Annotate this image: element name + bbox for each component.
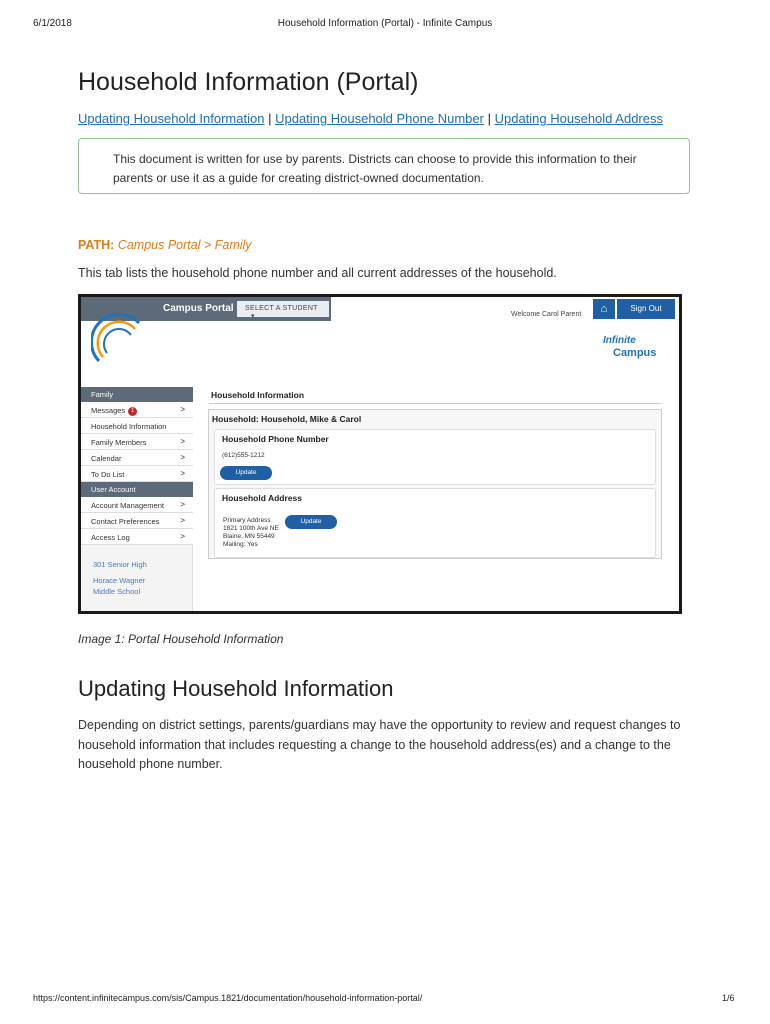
sidebar-item-household-information[interactable] xyxy=(81,418,193,434)
link-updating-household-phone[interactable]: Updating Household Phone Number xyxy=(275,111,484,126)
sidebar-item-label: To Do List xyxy=(91,470,125,479)
household-information-heading: Household Information xyxy=(211,390,305,400)
divider xyxy=(209,403,661,404)
portal-title: Campus Portal xyxy=(163,303,234,314)
address-card xyxy=(214,488,656,558)
phone-value: (612)555-1212 xyxy=(222,452,265,459)
sign-out-button[interactable]: Sign Out xyxy=(617,299,675,319)
sidebar-header-user-account: User Account xyxy=(81,482,193,497)
anchor-links xyxy=(78,111,663,126)
address-line: Mailing: Yes xyxy=(223,541,258,548)
chevron-right-icon: > xyxy=(180,500,185,509)
sidebar-item-label: Messages xyxy=(91,406,126,415)
sidebar-header-family: Family xyxy=(81,387,193,402)
intro-text: This tab lists the household phone number and all current addresses of the household. xyxy=(78,266,557,280)
link-updating-household-information[interactable]: Updating Household Information xyxy=(78,111,265,126)
sidebar-item-contact-preferences[interactable] xyxy=(81,513,193,529)
sidebar-item-account-management[interactable] xyxy=(81,497,193,513)
update-phone-button[interactable]: Update xyxy=(220,466,272,480)
path-label: PATH: xyxy=(78,238,115,252)
infinite-campus-logo-line1: Infinite xyxy=(603,335,636,346)
path-value: Campus Portal > Family xyxy=(117,238,252,252)
phone-card xyxy=(214,429,656,485)
link-updating-household-address[interactable]: Updating Household Address xyxy=(494,111,663,126)
chevron-right-icon: > xyxy=(180,437,185,446)
select-student-label: SELECT A STUDENT xyxy=(245,305,318,312)
section-title: Updating Household Information xyxy=(78,676,394,701)
image-caption: Image 1: Portal Household Information xyxy=(78,632,284,646)
welcome-text: Welcome Carol Parent xyxy=(511,311,582,318)
chevron-right-icon: > xyxy=(180,532,185,541)
chevron-right-icon: > xyxy=(180,453,185,462)
home-button[interactable] xyxy=(593,299,615,319)
path-line xyxy=(78,238,252,252)
sidebar-item-label: Household Information xyxy=(91,422,167,431)
section-paragraph: Depending on district settings, parents/guardians may have the opportunity to review and request changes to household information that includes requesting a change to the household address(es) and a change to the household phone number. xyxy=(78,718,681,771)
print-url: https://content.infinitecampus.com/sis/Campus.1821/documentation/household-information-portal/ xyxy=(33,993,423,1003)
update-address-button[interactable]: Update xyxy=(285,515,337,529)
sidebar-item-family-members[interactable] xyxy=(81,434,193,450)
address-line: Blaine, MN 55449 xyxy=(223,533,275,540)
household-title: Household: Household, Mike & Carol xyxy=(212,414,362,424)
sidebar-item-label: Family Members xyxy=(91,438,147,447)
school-link[interactable]: 301 Senior High xyxy=(93,560,147,569)
chevron-down-icon: ▾ xyxy=(251,313,255,320)
page-title: Household Information (Portal) xyxy=(78,68,419,96)
phone-card-title: Household Phone Number xyxy=(222,434,329,444)
address-line: Primary Address xyxy=(223,517,271,524)
print-title: Household Information (Portal) - Infinite Campus xyxy=(277,18,493,29)
portal-sidebar xyxy=(81,387,193,611)
chevron-right-icon: > xyxy=(180,405,185,414)
portal-screenshot xyxy=(78,294,682,614)
sidebar-item-label: Calendar xyxy=(91,454,122,463)
sidebar-item-to-do-list[interactable] xyxy=(81,466,193,482)
chevron-right-icon: > xyxy=(180,516,185,525)
link-separator: | xyxy=(487,111,491,126)
school-link[interactable]: Horace Wagner Middle School xyxy=(93,576,146,596)
sidebar-item-label: Access Log xyxy=(91,533,130,542)
sidebar-item-calendar[interactable] xyxy=(81,450,193,466)
sidebar-item-label: Account Management xyxy=(91,501,164,510)
address-card-title: Household Address xyxy=(222,493,302,503)
link-separator: | xyxy=(268,111,272,126)
print-page-number: 1/6 xyxy=(722,993,735,1003)
print-date: 6/1/2018 xyxy=(33,18,72,29)
sidebar-item-access-log[interactable] xyxy=(81,529,193,545)
chevron-right-icon: > xyxy=(180,469,185,478)
campus-arc-logo-icon xyxy=(91,311,151,371)
select-student-dropdown[interactable] xyxy=(237,301,329,320)
home-icon: ⌂ xyxy=(600,303,608,315)
sidebar-item-messages[interactable] xyxy=(81,402,193,418)
infinite-campus-logo-line2: Campus xyxy=(613,347,657,359)
info-note: This document is written for use by parents. Districts can choose to provide this information to their parents or use it as a guide for creating district-owned documentation. xyxy=(78,138,690,194)
message-count-badge: 1 xyxy=(128,407,137,416)
address-line: 1821 100th Ave NE xyxy=(223,525,279,532)
sidebar-item-label: Contact Preferences xyxy=(91,517,160,526)
